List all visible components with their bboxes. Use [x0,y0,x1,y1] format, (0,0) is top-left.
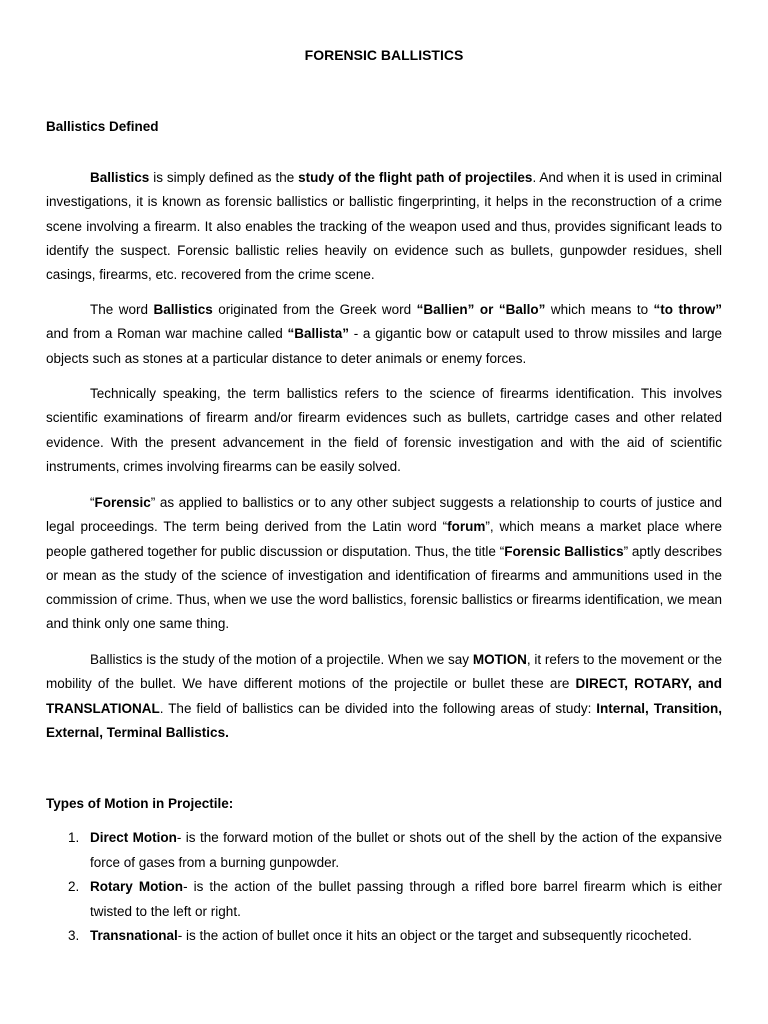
bold-text-run: MOTION [472,652,527,667]
paragraph-etymology [46,298,722,371]
text-run: - is the action of the bullet passing through a rifled bore barrel firearm which is either twisted to the left or right. [90,879,722,919]
bold-text-run: “Ballien” or “Ballo” [416,302,546,317]
bold-text-run: study of the flight path of projectiles [298,170,533,185]
bold-text-run: Forensic Ballistics [504,543,624,559]
text-run: originated from the Greek word [212,302,417,317]
bold-text-run: “Ballista” [287,326,349,342]
text-run: ” as applied to ballistics or to any other subject suggests a relationship to courts of justice and legal proceedings. The term being derived from the Latin word “ [46,495,722,535]
text-run: . The field of ballistics can be divided into the following areas of study: [159,700,597,716]
bold-text-run: Direct Motion [90,830,177,845]
text-run: - is the action of bullet once it hits an object or the target and subsequently ricocheted. [177,928,692,943]
paragraph-motion [46,648,722,745]
paragraph-definition [46,166,722,287]
bold-text-run: Transnational [90,928,178,943]
bold-text-run: forum [447,519,486,535]
text-run: - a gigantic bow or catapult used to throw missiles and large objects such as stones at a particular distance to deter animals or enemy forces. [46,326,723,366]
text-run: Technically speaking, the term ballistics refers to the science of firearms identification. This involves scientific examinations of firearm and/or firearm evidences such as bullets, cartridge cases and other related evidence. With the present advancement in the field of forensic investigation and with the aid of scientific instruments, crimes involving firearms can be easily solved. [46,386,722,474]
paragraph-forensic [46,491,722,637]
text-run: and from a Roman war machine called [46,326,288,342]
list-item-number: 1. [68,830,80,845]
bold-text-run: Ballistics [153,302,213,317]
text-run: - is the forward motion of the bullet or shots out of the shell by the action of the expansive force of gases from a burning gunpowder. [90,830,722,870]
document-title: FORENSIC BALLISTICS [304,47,464,63]
text-run: is simply defined as the [149,170,299,185]
bold-text-run: Rotary Motion [90,879,184,894]
bold-text-run: “to throw” [653,302,723,317]
list-item-number: 2. [68,879,80,894]
text-run: ” aptly describes or mean as the study of the science of investigation and identification of firearms and ammunitions used in the commission of crime. Thus, when we use the word ballistics, forensic ballistics or firearms identification, we mean and think only one same thing. [46,543,723,632]
section-heading-types-of-motion: Types of Motion in Projectile: [46,796,234,811]
bold-text-run: Ballistics [90,170,150,185]
bold-text-run: DIRECT, ROTARY, and TRANSLATIONAL [46,676,722,716]
paragraph-technical [46,382,722,479]
text-run: “ [90,495,95,510]
text-run: The word [90,302,154,317]
text-run: . And when it is used in criminal investigations, it is known as forensic ballistics or ballistic fingerprinting, it helps in the reconstruction of a crime scene involving a firearm. It also enables the tracking of the weapon used and thus, provides significant leads to identify the suspect. Forensic ballistic relies heavily on evidence such as bullets, gunpowder residues, shell casings, firearms, etc. recovered from the crime scene. [46,170,722,283]
list-item [46,875,722,924]
text-run: Ballistics is the study of the motion of a projectile. When we say [90,652,473,667]
list-item-text [90,928,692,943]
text-run: , it refers to the movement or the mobility of the bullet. We have different motions of the projectile or bullet these are [46,652,722,692]
section-heading-ballistics-defined: Ballistics Defined [46,119,159,134]
text-run: ”, which means a market place where people gathered together for public discussion or disputation. Thus, the title “ [46,519,722,559]
text-run: which means to [545,302,654,317]
list-item-text [90,879,722,919]
list-item-number: 3. [68,928,80,943]
list-item [46,826,722,875]
list-item-text [90,830,722,870]
motion-types-list [46,826,722,949]
bold-text-run: Forensic [94,495,151,510]
list-item [46,924,722,949]
bold-text-run: Internal, Transition, External, Terminal Ballistics. [46,700,722,740]
